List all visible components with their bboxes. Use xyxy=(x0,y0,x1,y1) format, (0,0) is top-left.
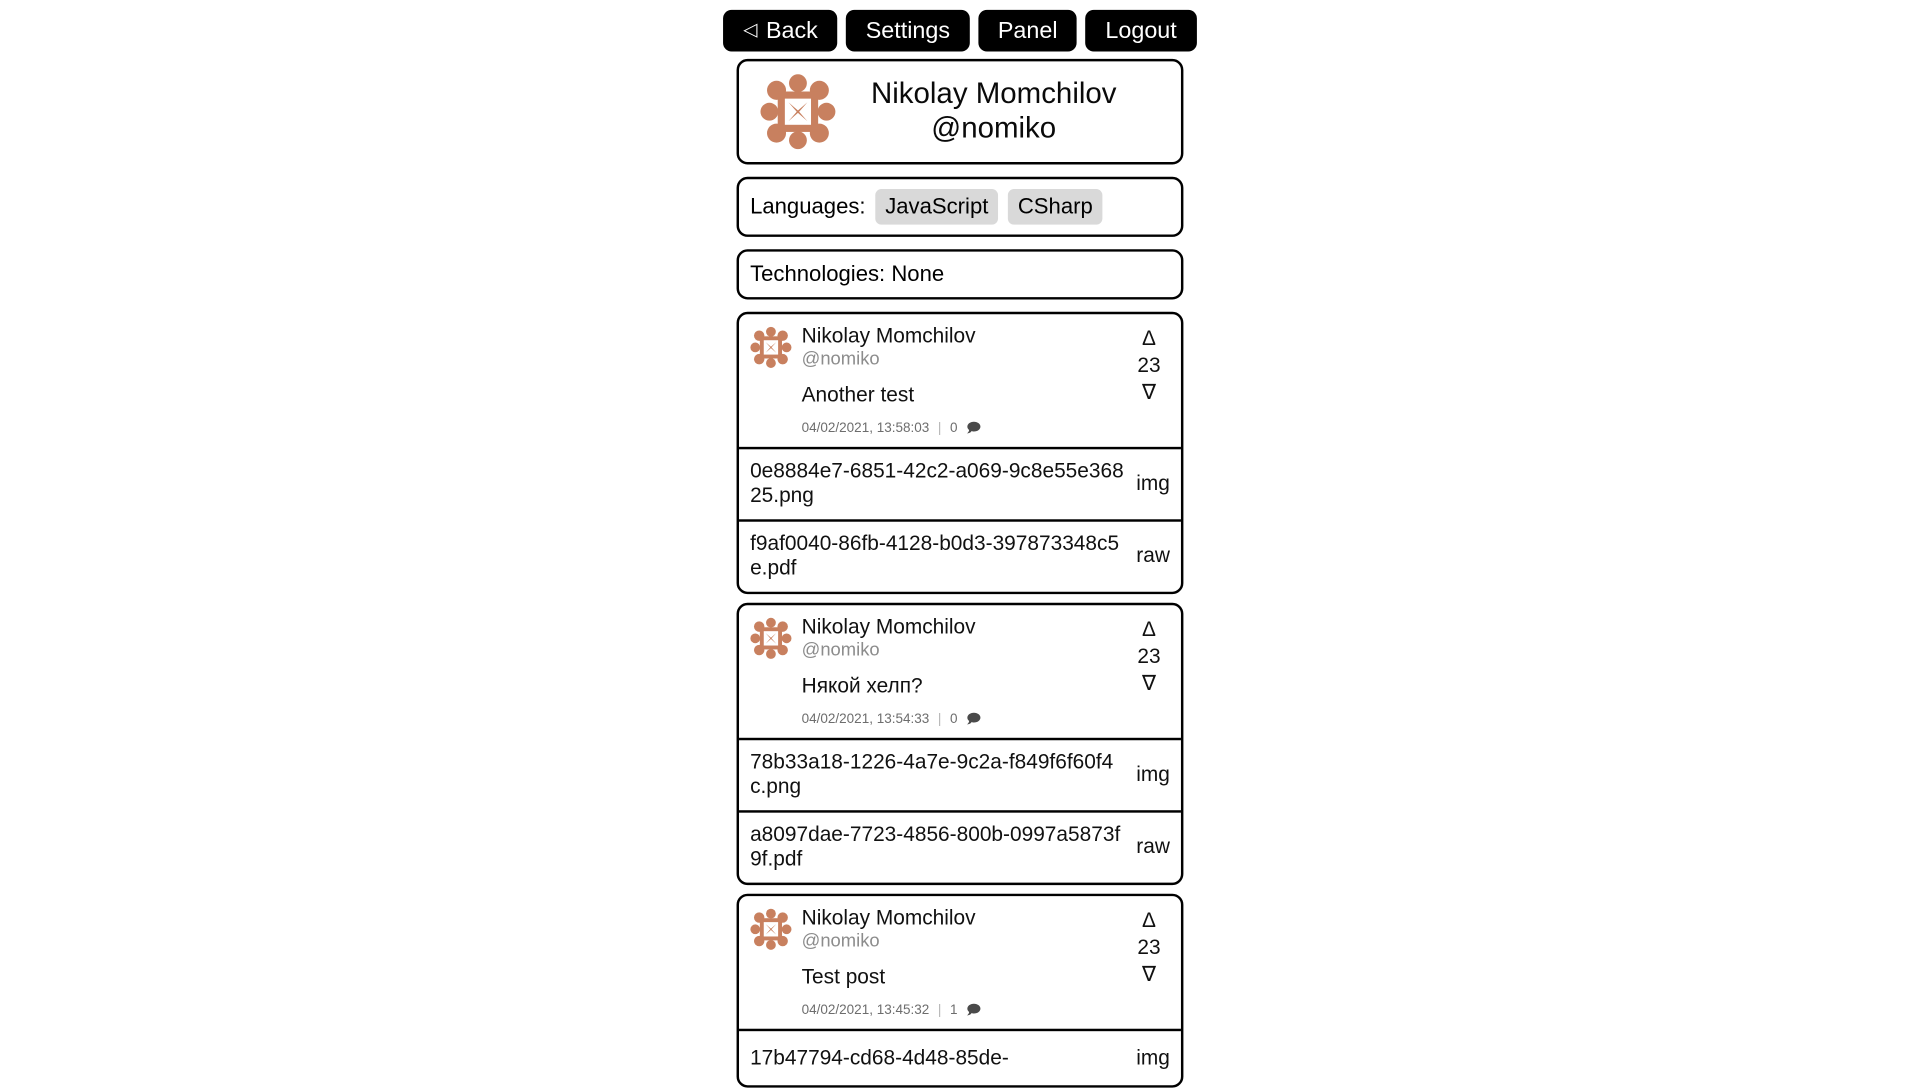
user-avatar-icon xyxy=(750,908,792,950)
user-avatar-icon xyxy=(760,74,836,150)
panel-button[interactable] xyxy=(978,10,1077,52)
post-body xyxy=(802,614,1129,731)
upvote-triangle-icon[interactable]: Δ xyxy=(1142,907,1156,932)
language-chip-javascript[interactable]: JavaScript xyxy=(875,189,998,224)
attachment-kind[interactable]: img xyxy=(1136,1045,1170,1070)
post-handle: @nomiko xyxy=(801,930,880,952)
settings-button[interactable] xyxy=(846,10,970,52)
downvote-triangle-icon[interactable]: ∇ xyxy=(1142,379,1157,404)
upvote-triangle-icon[interactable]: Δ xyxy=(1142,616,1156,641)
post-timestamp: 04/02/2021, 13:54:33 xyxy=(801,712,930,728)
back-button[interactable] xyxy=(724,10,838,52)
post-meta xyxy=(802,417,1116,440)
attachment-row[interactable] xyxy=(739,519,1181,591)
settings-button-label: Settings xyxy=(865,17,950,44)
meta-separator: | xyxy=(937,712,942,728)
post-body xyxy=(802,905,1129,1022)
user-avatar-icon xyxy=(750,617,792,659)
post-meta xyxy=(802,999,1116,1022)
attachment-name: a8097dae-7723-4856-800b-0997a5873f9f.pdf xyxy=(750,822,1121,871)
post-text: Някой хелп? xyxy=(801,673,923,697)
post-author: Nikolay Momchilov xyxy=(801,614,976,638)
post-main xyxy=(739,605,1181,738)
vote-count: 23 xyxy=(1137,352,1161,377)
content-column xyxy=(737,59,1184,1088)
post-author: Nikolay Momchilov xyxy=(801,905,976,929)
post-timestamp: 04/02/2021, 13:45:32 xyxy=(801,1003,930,1019)
post-comment-count: 0 xyxy=(949,712,958,728)
triangle-left-icon: ◁ xyxy=(743,19,758,40)
vote-count: 23 xyxy=(1137,934,1161,959)
downvote-triangle-icon[interactable]: ∇ xyxy=(1142,961,1157,986)
profile-identity xyxy=(848,77,1166,147)
upvote-triangle-icon[interactable]: Δ xyxy=(1142,325,1156,350)
attachment-kind[interactable]: img xyxy=(1136,762,1170,787)
meta-separator: | xyxy=(937,421,942,437)
meta-separator: | xyxy=(937,1003,942,1019)
attachment-name: 0e8884e7-6851-42c2-a069-9c8e55e36825.png xyxy=(750,459,1124,508)
comment-icon: 🗩 xyxy=(966,420,982,436)
logout-button[interactable] xyxy=(1086,10,1197,52)
post-text: Test post xyxy=(801,964,886,988)
post-main xyxy=(739,896,1181,1029)
user-avatar-icon xyxy=(750,326,792,368)
post-handle: @nomiko xyxy=(801,639,880,661)
comment-icon: 🗩 xyxy=(966,711,982,727)
post-handle: @nomiko xyxy=(801,348,880,370)
languages-card xyxy=(737,177,1184,237)
attachment-row[interactable] xyxy=(739,810,1181,882)
comment-icon: 🗩 xyxy=(966,1002,982,1018)
attachment-kind[interactable]: img xyxy=(1136,471,1170,496)
profile-card xyxy=(737,59,1184,165)
back-button-label: Back xyxy=(765,17,818,44)
vote-count: 23 xyxy=(1137,643,1161,668)
post-meta xyxy=(802,708,1116,731)
vote-control xyxy=(1128,614,1170,731)
attachment-name: 17b47794-cd68-4d48-85de- xyxy=(750,1045,1009,1069)
post-card[interactable] xyxy=(737,602,1184,884)
attachment-kind[interactable]: raw xyxy=(1136,834,1170,859)
post-body xyxy=(802,323,1129,440)
panel-button-label: Panel xyxy=(997,17,1058,44)
post-text: Another test xyxy=(801,382,915,406)
attachment-name: 78b33a18-1226-4a7e-9c2a-f849f6f60f4c.png xyxy=(750,749,1114,799)
technologies-card xyxy=(737,249,1184,299)
attachment-kind[interactable]: raw xyxy=(1136,543,1170,568)
language-chip-csharp[interactable]: CSharp xyxy=(1008,189,1103,224)
logout-button-label: Logout xyxy=(1105,17,1177,44)
vote-control xyxy=(1128,323,1170,440)
attachment-row[interactable] xyxy=(739,738,1181,810)
profile-name: Nikolay Momchilov xyxy=(870,76,1117,111)
post-timestamp: 04/02/2021, 13:58:03 xyxy=(801,421,930,437)
post-card[interactable] xyxy=(737,893,1184,1087)
attachment-name: f9af0040-86fb-4128-b0d3-397873348c5e.pdf xyxy=(750,531,1120,580)
top-navbar xyxy=(0,0,1920,52)
attachment-row[interactable] xyxy=(739,447,1181,519)
technologies-label: Technologies: None xyxy=(750,260,945,286)
profile-handle: @nomiko xyxy=(931,111,1057,145)
post-card[interactable] xyxy=(737,311,1184,593)
attachment-row[interactable] xyxy=(739,1029,1181,1085)
vote-control xyxy=(1128,905,1170,1022)
downvote-triangle-icon[interactable]: ∇ xyxy=(1142,670,1157,695)
post-author: Nikolay Momchilov xyxy=(801,323,976,347)
post-comment-count: 1 xyxy=(949,1003,958,1019)
post-main xyxy=(739,314,1181,447)
post-comment-count: 0 xyxy=(949,421,958,437)
languages-label: Languages: xyxy=(750,193,866,219)
